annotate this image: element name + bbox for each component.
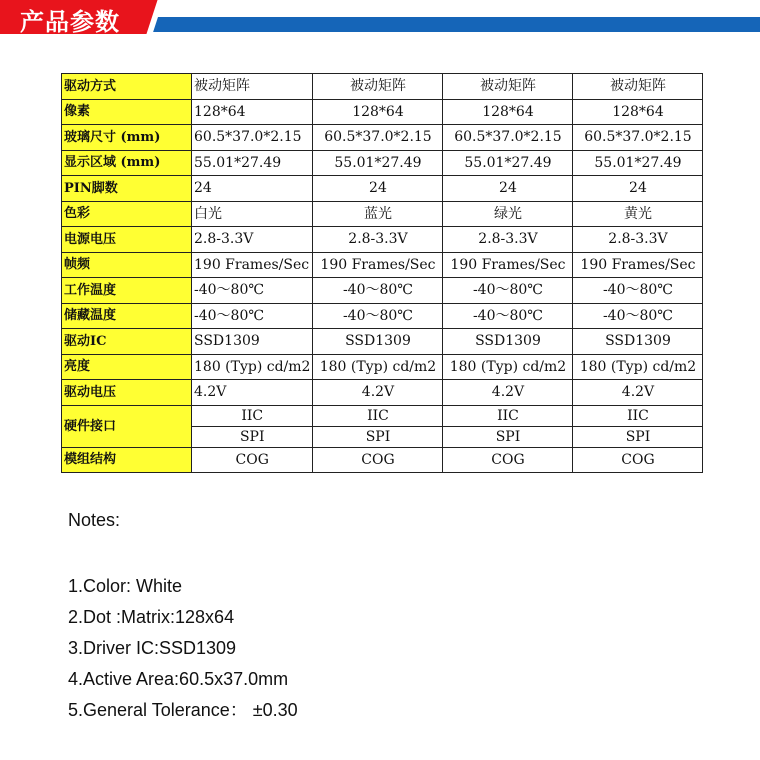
spec-cell: -40～80℃ [313, 303, 443, 329]
spec-label: 硬件接口 [62, 405, 192, 447]
spec-cell: COG [313, 447, 443, 473]
spec-cell: 24 [443, 176, 573, 202]
spec-cell: SSD1309 [573, 329, 703, 355]
spec-cell: 被动矩阵 [313, 74, 443, 100]
interface-spi: SPI [495, 428, 521, 445]
spec-cell: -40～80℃ [443, 278, 573, 304]
page-title: 产品参数 [20, 8, 120, 36]
spec-row [62, 99, 703, 125]
spec-cell: 128*64 [313, 99, 443, 125]
spec-row [62, 150, 703, 176]
spec-cell: 2.8-3.3V [443, 227, 573, 253]
spec-cell: 2.8-3.3V [192, 227, 313, 253]
spec-cell: 4.2V [192, 380, 313, 406]
spec-cell: 180 (Typ) cd/m2 [443, 354, 573, 380]
spec-label: PIN脚数 [62, 176, 192, 202]
notes-line: 5.General Tolerance： ±0.30 [68, 700, 298, 720]
spec-cell: 180 (Typ) cd/m2 [573, 354, 703, 380]
spec-label: 工作温度 [62, 278, 192, 304]
header-banner [0, 0, 760, 36]
spec-row [62, 354, 703, 380]
spec-label: 亮度 [62, 354, 192, 380]
spec-cell: 24 [313, 176, 443, 202]
spec-cell: 60.5*37.0*2.15 [443, 125, 573, 151]
spec-cell: 60.5*37.0*2.15 [313, 125, 443, 151]
spec-cell: -40～80℃ [443, 303, 573, 329]
spec-label: 显示区域 (mm) [62, 150, 192, 176]
spec-cell-interface [192, 405, 313, 447]
spec-cell-interface [443, 405, 573, 447]
spec-cell: 55.01*27.49 [192, 150, 313, 176]
spec-cell: 180 (Typ) cd/m2 [313, 354, 443, 380]
interface-spi: SPI [365, 428, 391, 445]
spec-cell: 128*64 [192, 99, 313, 125]
spec-cell: COG [192, 447, 313, 473]
spec-cell: 被动矩阵 [192, 74, 313, 100]
interface-spi: SPI [239, 428, 265, 445]
interface-iic: IIC [313, 406, 442, 427]
notes-section [68, 510, 298, 726]
spec-cell: 黄光 [573, 201, 703, 227]
spec-label: 驱动方式 [62, 74, 192, 100]
spec-cell: COG [573, 447, 703, 473]
spec-cell: 24 [573, 176, 703, 202]
spec-cell: 55.01*27.49 [573, 150, 703, 176]
spec-cell: -40～80℃ [573, 303, 703, 329]
spec-label: 像素 [62, 99, 192, 125]
spec-label: 模组结构 [62, 447, 192, 473]
spec-cell: 4.2V [313, 380, 443, 406]
spec-cell: 128*64 [443, 99, 573, 125]
spec-cell: 60.5*37.0*2.15 [573, 125, 703, 151]
spec-cell: COG [443, 447, 573, 473]
spec-cell: 190 Frames/Sec [573, 252, 703, 278]
spec-cell: 绿光 [443, 201, 573, 227]
spec-cell: 2.8-3.3V [313, 227, 443, 253]
interface-stack [573, 406, 702, 447]
spec-cell: -40～80℃ [192, 278, 313, 304]
spec-label: 驱动电压 [62, 380, 192, 406]
notes-line: 1.Color: White [68, 576, 183, 596]
spec-cell: SSD1309 [443, 329, 573, 355]
interface-spi: SPI [625, 428, 651, 445]
spec-cell: SSD1309 [313, 329, 443, 355]
spec-cell: 4.2V [443, 380, 573, 406]
spec-row [62, 380, 703, 406]
spec-cell: 180 (Typ) cd/m2 [192, 354, 313, 380]
spec-row [62, 227, 703, 253]
interface-stack [313, 406, 442, 447]
spec-cell-interface [313, 405, 443, 447]
spec-row [62, 278, 703, 304]
spec-row-module [62, 447, 703, 473]
spec-cell: 被动矩阵 [443, 74, 573, 100]
interface-iic: IIC [192, 406, 312, 427]
notes-line: 3.Driver IC:SSD1309 [68, 638, 237, 658]
spec-label: 储藏温度 [62, 303, 192, 329]
spec-table [61, 73, 703, 473]
spec-cell: 190 Frames/Sec [313, 252, 443, 278]
spec-label: 色彩 [62, 201, 192, 227]
spec-cell: 55.01*27.49 [313, 150, 443, 176]
interface-stack [443, 406, 572, 447]
spec-row [62, 176, 703, 202]
spec-cell: 55.01*27.49 [443, 150, 573, 176]
notes-line: 2.Dot :Matrix:128x64 [68, 607, 235, 627]
spec-cell: 2.8-3.3V [573, 227, 703, 253]
spec-cell: 4.2V [573, 380, 703, 406]
spec-row [62, 74, 703, 100]
header-blue-bar [148, 17, 760, 32]
spec-label: 驱动IC [62, 329, 192, 355]
spec-cell: -40～80℃ [573, 278, 703, 304]
spec-cell: 白光 [192, 201, 313, 227]
spec-cell: 24 [192, 176, 313, 202]
interface-stack [192, 406, 312, 447]
spec-table-body [62, 74, 703, 473]
notes-title: Notes: [68, 510, 121, 530]
spec-label: 玻璃尺寸 (mm) [62, 125, 192, 151]
spec-row [62, 329, 703, 355]
interface-iic: IIC [443, 406, 572, 427]
spec-cell-interface [573, 405, 703, 447]
spec-cell: 60.5*37.0*2.15 [192, 125, 313, 151]
spec-row [62, 252, 703, 278]
interface-iic: IIC [573, 406, 702, 427]
spec-cell: 被动矩阵 [573, 74, 703, 100]
spec-cell: -40～80℃ [313, 278, 443, 304]
spec-cell: -40～80℃ [192, 303, 313, 329]
notes-line: 4.Active Area:60.5x37.0mm [68, 669, 289, 689]
spec-label: 帧频 [62, 252, 192, 278]
spec-cell: 128*64 [573, 99, 703, 125]
spec-row [62, 125, 703, 151]
spec-label: 电源电压 [62, 227, 192, 253]
spec-row [62, 201, 703, 227]
spec-cell: 190 Frames/Sec [443, 252, 573, 278]
spec-cell: SSD1309 [192, 329, 313, 355]
spec-cell: 190 Frames/Sec [192, 252, 313, 278]
spec-row [62, 303, 703, 329]
spec-row-interface [62, 405, 703, 447]
spec-cell: 蓝光 [313, 201, 443, 227]
